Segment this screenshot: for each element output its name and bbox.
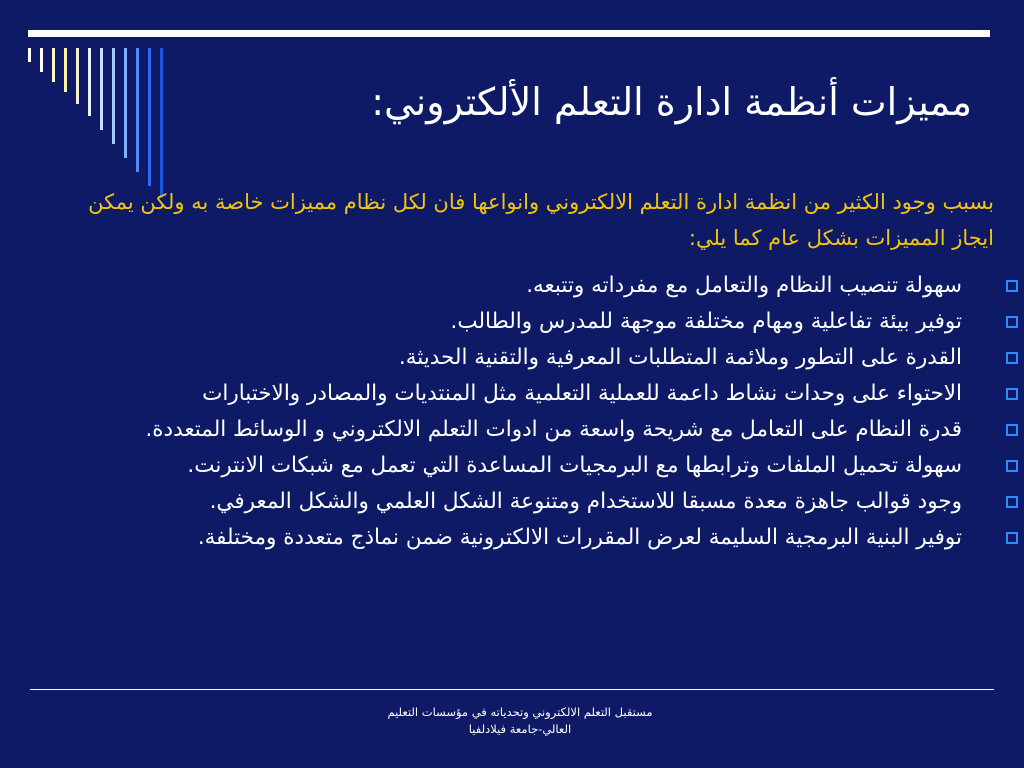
bullet-text: توفير البنية البرمجية السليمة لعرض المقررات الالكترونية ضمن نماذج متعددة ومختلفة.: [197, 525, 962, 550]
hollow-square-bullet-icon: [1006, 424, 1018, 436]
bullet-text: القدرة على التطور وملائمة المتطلبات المعرفية والتقنية الحديثة.: [398, 345, 962, 370]
top-divider: [28, 30, 990, 37]
bullet-list: [24, 268, 1024, 556]
footer-line: مستقبل التعلم الالكتروني وتحدياته في مؤسسات التعليم: [387, 705, 653, 719]
list-item: [24, 304, 1024, 340]
bottom-divider: [30, 689, 994, 690]
bullet-text: سهولة تنصيب النظام والتعامل مع مفرداته وتتبعه.: [526, 273, 962, 298]
stripe: [52, 48, 55, 82]
stripe: [112, 48, 115, 144]
stripe: [136, 48, 139, 172]
stripe: [88, 48, 91, 116]
stripe: [64, 48, 67, 92]
stripe: [100, 48, 103, 130]
stripe: [76, 48, 79, 104]
hollow-square-bullet-icon: [1006, 496, 1018, 508]
list-item: [24, 448, 1024, 484]
hollow-square-bullet-icon: [1006, 316, 1018, 328]
list-item: [24, 268, 1024, 304]
stripe: [124, 48, 127, 158]
list-item: [24, 484, 1024, 520]
list-item: [24, 412, 1024, 448]
bullet-text: قدرة النظام على التعامل مع شريحة واسعة من ادوات التعلم الالكتروني و الوسائط المتعددة.: [145, 417, 962, 442]
stripe: [148, 48, 151, 186]
footer: [320, 704, 720, 738]
slide-title: مميزات أنظمة ادارة التعلم الألكتروني:: [371, 80, 972, 124]
vertical-stripes-decoration: [28, 48, 168, 198]
bullet-text: توفير بيئة تفاعلية ومهام مختلفة موجهة للمدرس والطالب.: [450, 309, 962, 334]
bullet-text: الاحتواء على وحدات نشاط داعمة للعملية التعلمية مثل المنتديات والمصادر والاختبارات: [202, 381, 962, 406]
hollow-square-bullet-icon: [1006, 388, 1018, 400]
bullet-text: سهولة تحميل الملفات وترابطها مع البرمجيات المساعدة التي تعمل مع شبكات الانترنت.: [187, 453, 962, 478]
stripe: [40, 48, 43, 72]
list-item: [24, 340, 1024, 376]
intro-paragraph: بسبب وجود الكثير من انظمة ادارة التعلم الالكتروني وانواعها فان لكل نظام مميزات خاصة به ولكن يمكن ايجاز المميزات بشكل عام كما يلي:: [88, 190, 994, 250]
hollow-square-bullet-icon: [1006, 460, 1018, 472]
list-item: [24, 520, 1024, 556]
list-item: [24, 376, 1024, 412]
footer-line: العالي-جامعة فيلادلفيا: [468, 722, 572, 736]
stripe: [160, 48, 163, 198]
stripe: [28, 48, 31, 62]
hollow-square-bullet-icon: [1006, 280, 1018, 292]
hollow-square-bullet-icon: [1006, 352, 1018, 364]
bullet-text: وجود قوالب جاهزة معدة مسبقا للاستخدام ومتنوعة الشكل العلمي والشكل المعرفي.: [209, 489, 962, 514]
hollow-square-bullet-icon: [1006, 532, 1018, 544]
